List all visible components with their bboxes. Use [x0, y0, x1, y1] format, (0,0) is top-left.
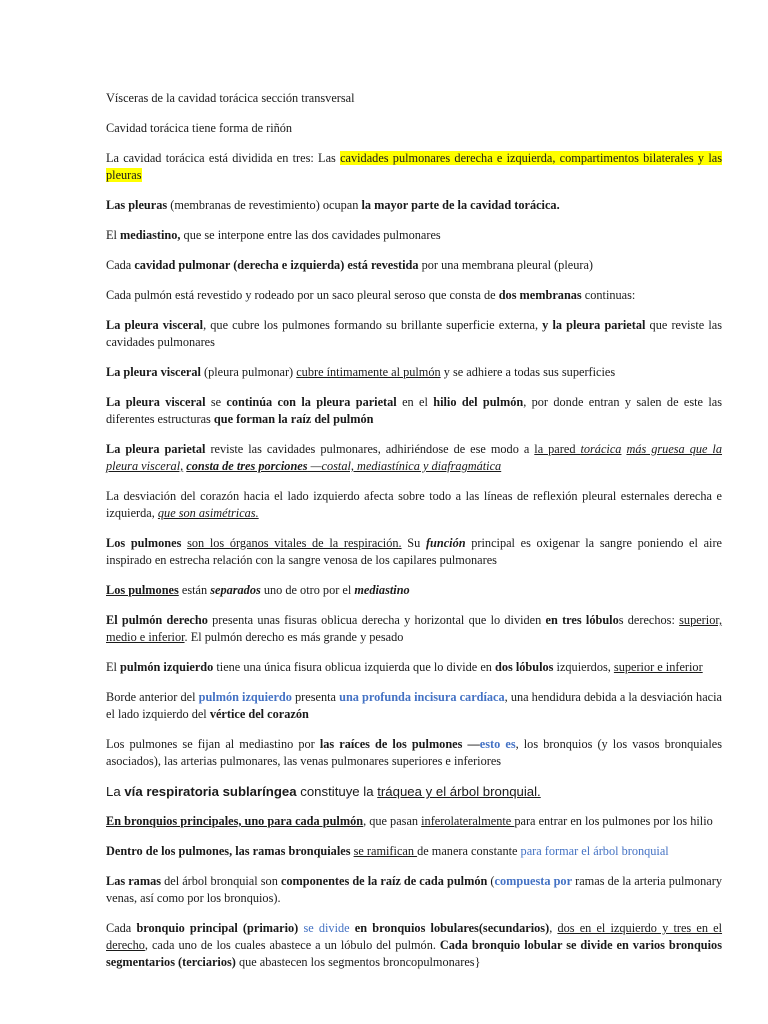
bold-text: hilio del pulmón — [433, 395, 524, 409]
para-borde-anterior — [106, 689, 722, 723]
para-mediastino — [106, 227, 722, 244]
para-cavidad-pulmonar — [106, 257, 722, 274]
para-text: continuas: — [581, 288, 636, 302]
underlined-text: inferolateralmente — [421, 814, 515, 828]
para-forma-rinon — [106, 120, 722, 137]
para-text: se — [205, 395, 227, 409]
para-text: , que pasan — [363, 814, 422, 828]
para-text: presenta unas fisuras oblicua derecha y horizontal que lo dividen — [207, 613, 546, 627]
bold-text: las raíces de los pulmones — — [319, 737, 480, 751]
para-text: ramas de la arteria pulmonary venas, así como por los bronquios). — [106, 874, 722, 905]
para-text: , los bronquios (y los vasos bronquiales asociados), las arterias pulmonares, las venas pulmonares superiores e inferiores — [106, 737, 722, 768]
bold-text: continúa con la pleura parietal — [226, 395, 397, 409]
para-pleura-visceral-parietal — [106, 317, 722, 351]
bold-italic-text: mediastino — [354, 583, 410, 597]
para-via-respiratoria — [106, 783, 722, 800]
highlighted-text: cavidades pulmonares derecha e izquierda, compartimentos bilaterales y las pleuras — [106, 151, 722, 182]
bold-text: dos membranas — [498, 288, 582, 302]
para-desviacion-corazon — [106, 488, 722, 522]
para-ramas-bronquiales — [106, 843, 722, 860]
bold-text: vértice del corazón — [209, 707, 309, 721]
para-pulmones-organos — [106, 535, 722, 569]
para-pulmones-separados — [106, 582, 722, 599]
para-text: y se adhiere a todas sus superficies — [440, 365, 616, 379]
para-text: Su — [401, 536, 426, 550]
bold-underlined-text: En bronquios principales, uno para cada pulmón — [106, 814, 364, 828]
para-text: s derechos: — [618, 613, 680, 627]
para-division-tres — [106, 150, 722, 184]
underlined-text: tráquea y el árbol bronquial. — [377, 784, 541, 799]
para-text: , que cubre los pulmones formando su brillante superficie externa, — [203, 318, 543, 332]
blue-text: para formar el árbol bronquial — [520, 844, 669, 858]
italic-underlined-text: —costal, mediastínica y diafragmática — [307, 459, 502, 473]
para-text: (pleura pulmonar) — [200, 365, 297, 379]
para-text: uno de otro por el — [260, 583, 355, 597]
para-text: La desviación del corazón hacia el lado izquierdo afecta sobre todo a las líneas de reflexión pleural esternales derecha e izquierda, — [106, 489, 722, 520]
para-pulmon-derecho — [106, 612, 722, 646]
bold-text: en bronquios lobulares(secundarios) — [354, 921, 550, 935]
para-text: reviste las cavidades pulmonares, adhiriéndose de ese modo a — [205, 442, 535, 456]
para-text: Cada — [106, 921, 137, 935]
bold-text: El pulmón derecho — [106, 613, 208, 627]
underlined-text: cubre íntimamente al pulmón — [296, 365, 441, 379]
underlined-text: se ramifican — [353, 844, 418, 858]
para-text: tiene una única fisura oblicua izquierda que lo divide en — [213, 660, 495, 674]
bold-text: que forman la raíz del pulmón — [213, 412, 374, 426]
para-text: izquierdos, — [553, 660, 614, 674]
bold-text: La pleura visceral — [106, 395, 206, 409]
underlined-text: dos en el izquierdo y tres en el derecho — [106, 921, 723, 952]
bold-text: Las pleuras — [106, 198, 168, 212]
bold-underlined-text: Los pulmones — [106, 583, 179, 597]
para-pleuras — [106, 197, 722, 214]
bold-italic-text: función — [425, 536, 466, 550]
bold-text: la mayor parte de la cavidad torácica. — [361, 198, 560, 212]
para-bronquios-principales — [106, 813, 722, 830]
para-text: , — [549, 921, 558, 935]
heading-visceras — [106, 90, 722, 107]
para-text: (membranas de revestimiento) ocupan — [167, 198, 362, 212]
para-text: , cada uno de los cuales abastece a un lóbulo del pulmón. — [144, 938, 440, 952]
para-text: están — [178, 583, 211, 597]
para-text: La — [106, 784, 125, 799]
bold-italic-text: separados — [210, 583, 261, 597]
bold-text: componentes de la raíz de cada pulmón — [280, 874, 488, 888]
para-text: Cada pulmón está revestido y rodeado por un saco pleural seroso que consta de — [106, 288, 499, 302]
para-text: por una membrana pleural (pleura) — [418, 258, 593, 272]
para-text: presenta — [291, 690, 340, 704]
underlined-text: son los órganos vitales de la respiración. — [187, 536, 402, 550]
bold-text: La pleura visceral — [106, 365, 201, 379]
bold-text: pulmón izquierdo — [120, 660, 214, 674]
para-pleura-visceral-cubre — [106, 364, 722, 381]
italic-underlined-text: más gruesa que la pleura visceral, — [106, 442, 723, 473]
para-pleura-parietal — [106, 441, 722, 475]
para-text: constituye la — [296, 784, 378, 799]
italic-underlined-text: torácica — [580, 442, 622, 456]
bold-text: Los pulmones — [106, 536, 182, 550]
para-raices-pulmones — [106, 736, 722, 770]
para-text: , una hendidura debida a la desviación hacia el lado izquierdo del — [106, 690, 722, 721]
underlined-text: superior e inferior — [613, 660, 703, 674]
bold-text: Cada bronquio lobular se divide en varios bronquios segmentarios (terciarios) — [106, 938, 722, 969]
para-bronquio-principal — [106, 920, 722, 971]
blue-bold-text: esto es — [479, 737, 516, 751]
para-pulmon-izquierdo — [106, 659, 722, 676]
para-ramas-arbol — [106, 873, 722, 907]
bold-text: cavidad pulmonar (derecha e izquierda) está revestida — [134, 258, 419, 272]
para-text: Los pulmones se fijan al mediastino por — [106, 737, 320, 751]
para-text: que abastecen los segmentos broncopulmonares} — [235, 955, 481, 969]
para-text: ( — [487, 874, 495, 888]
para-text: principal es oxigenar la sangre poniendo el aire inspirado en estrecha relación con la sangre venosa de los capilares pulmonares — [106, 536, 723, 567]
heading-text: Vísceras de la cavidad torácica sección transversal — [106, 91, 355, 105]
bold-text: vía respiratoria sublaríngea — [124, 784, 297, 799]
para-text: de manera constante — [417, 844, 521, 858]
bold-text: La pleura parietal — [106, 442, 206, 456]
para-text: Cada — [106, 258, 135, 272]
para-text: La cavidad torácica está dividida en tres: Las — [106, 151, 341, 165]
bold-text: en tres lóbulo — [545, 613, 619, 627]
bold-text: y la pleura parietal — [542, 318, 646, 332]
para-text: El — [106, 660, 121, 674]
para-text: Cavidad torácica tiene forma de riñón — [106, 121, 293, 135]
underlined-text: la pared — [534, 442, 581, 456]
underlined-text: superior, medio e inferior — [106, 613, 723, 644]
blue-bold-text: pulmón izquierdo — [198, 690, 292, 704]
italic-underlined-text: que son asimétricas. — [157, 506, 259, 520]
para-text: , por donde entran y salen de este las diferentes estructuras — [106, 395, 722, 426]
para-text: para entrar en los pulmones por los hilio — [514, 814, 713, 828]
bold-text: La pleura visceral — [106, 318, 204, 332]
blue-text: se divide — [303, 921, 350, 935]
para-hilio — [106, 394, 722, 428]
para-text: . El pulmón derecho es más grande y pesado — [184, 630, 404, 644]
bold-text: mediastino, — [120, 228, 181, 242]
para-saco-pleural — [106, 287, 722, 304]
bold-text: dos lóbulos — [495, 660, 554, 674]
blue-bold-text: compuesta por — [494, 874, 573, 888]
para-text: que se interpone entre las dos cavidades pulmonares — [180, 228, 441, 242]
bold-text: bronquio principal (primario) — [136, 921, 299, 935]
para-text: Borde anterior del — [106, 690, 199, 704]
bold-text: Dentro de los pulmones, las ramas bronquiales — [106, 844, 351, 858]
bold-italic-underlined-text: consta de tres porciones — [186, 459, 308, 473]
para-text: en el — [396, 395, 434, 409]
bold-text: Las ramas — [106, 874, 162, 888]
blue-bold-text: una profunda incisura cardíaca — [339, 690, 505, 704]
para-text: El — [106, 228, 121, 242]
para-text: del árbol bronquial son — [161, 874, 281, 888]
para-text: que reviste las cavidades pulmonares — [106, 318, 723, 349]
